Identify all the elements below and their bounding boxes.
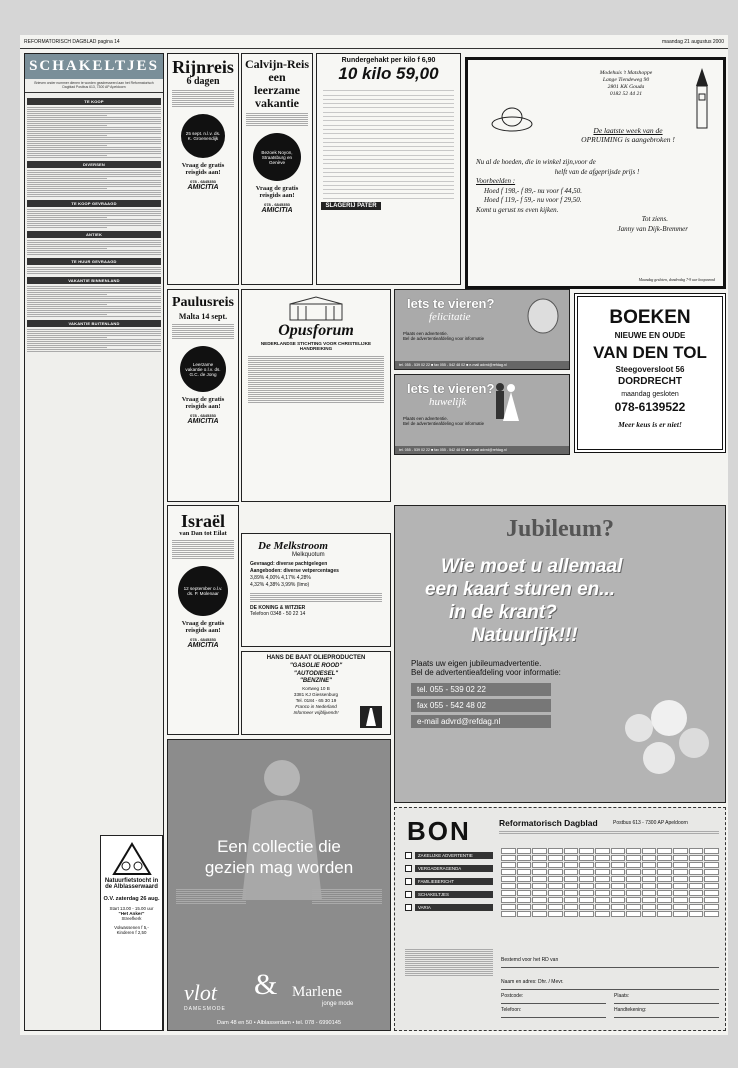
vieren1-word: felicitatie xyxy=(429,311,471,323)
rundergehakt-title: Rundergehakt per kilo f 6,90 xyxy=(341,57,436,64)
fietstocht-ad xyxy=(100,835,163,1031)
calvijn-ad xyxy=(241,53,313,285)
bon-fields xyxy=(501,954,719,1018)
warning-sign-icon xyxy=(112,842,152,876)
bon-addr: Postbus 613 - 7300 AP Apeldoorn xyxy=(613,820,688,826)
fashion-title xyxy=(168,836,390,878)
modehuis-example-2: Hoed f 119,- f 59,- nu voor f 29,50. xyxy=(484,196,582,204)
building-icon xyxy=(286,296,346,322)
page-header-right: maandag 21 augustus 2000 xyxy=(662,39,724,45)
melkstroom-title: De Melkstroom xyxy=(258,540,328,552)
calvijn-badge xyxy=(253,133,301,181)
rijnreis-badge xyxy=(181,114,225,158)
israel-badge-text: 12 september o.l.v. ds. P. Molenaar xyxy=(183,586,223,596)
fashion-text-left xyxy=(176,888,246,905)
champagne-icon xyxy=(525,296,561,336)
rijnreis-text xyxy=(168,87,238,110)
hat-logo-icon xyxy=(490,104,534,134)
olie-city: 3381 KJ Giessenburg xyxy=(293,691,339,697)
fashion-brand2-sub: jonge mode xyxy=(322,1001,354,1007)
schakeltjes-section-text xyxy=(27,209,161,228)
schakeltjes-section-header: TE HUUR GEVRAAGD xyxy=(27,258,161,265)
bon-category-checkbox[interactable] xyxy=(405,865,412,872)
bon-field-telefoon[interactable] xyxy=(501,1004,606,1018)
bon-category-option[interactable] xyxy=(405,865,493,872)
bon-category-checkbox[interactable] xyxy=(405,904,412,911)
modehuis-headline1: De laatste week van de xyxy=(593,126,663,135)
jubileum-slogan xyxy=(425,555,725,647)
schakeltjes-section-header: DIVERSEN xyxy=(27,161,161,168)
schakeltjes-title: SCHAKELTJES xyxy=(25,54,163,79)
bon-field-date-label: Bestemd voor het RD van xyxy=(501,957,559,963)
jubileum-ad xyxy=(394,505,726,803)
jubileum-fax: fax 055 - 542 48 02 xyxy=(411,699,551,712)
boeken-closed: maandag gesloten xyxy=(621,391,679,398)
bon-category-label: VERGADERAGENDA xyxy=(415,865,493,872)
modehuis-examples: Voorbeelden : xyxy=(476,177,516,185)
fietstocht-place: "Het Anker" xyxy=(118,911,145,916)
fashion-title1: Een collectie die xyxy=(217,837,341,856)
jubileum-line2: een kaart sturen en... xyxy=(425,579,616,600)
boeken-slogan: Meer keus is er niet! xyxy=(618,420,682,429)
melkstroom-pcts: 3,89% 4,00% 4,17% 4,28% xyxy=(250,575,311,581)
bon-field-postcode[interactable] xyxy=(501,990,606,1004)
melkstroom-phone: Telefoon 0348 - 50 22 14 xyxy=(250,611,306,617)
bon-field-handtekening[interactable] xyxy=(614,1004,719,1018)
vieren2-place: Plaats een advertentie. xyxy=(403,416,448,421)
olie-note: Franco in Nederland xyxy=(295,703,337,709)
bon-field-plaats-label: Plaats: xyxy=(614,993,630,999)
vieren2-title: Iets te vieren? xyxy=(407,381,495,396)
fashion-title2: gezien mag worden xyxy=(204,858,354,877)
bon-category-option[interactable] xyxy=(405,852,493,859)
melkstroom-text xyxy=(242,593,390,602)
fietstocht-time: Start 13.00 - 15.00 uur xyxy=(109,906,154,911)
modehuis-line2: helft van de afgeprijsde prijs ! xyxy=(554,167,640,176)
opusforum-subtitle: NEDERLANDSE STICHTING VOOR CHRISTELIJKE HANDREIKING xyxy=(260,341,372,351)
olie-title: HANS DE BAAT OLIEPRODUCTEN xyxy=(266,655,366,661)
calvijn-ask: Vraag de gratis reisgids aan! xyxy=(255,185,299,199)
rundergehakt-shop: SLAGERIJ PATER xyxy=(321,202,381,210)
israel-text xyxy=(168,537,238,562)
boeken-sub: NIEUWE EN OUDE xyxy=(614,331,686,340)
bon-category-label: SCHAKELTJES xyxy=(415,891,493,898)
paulusreis-badge xyxy=(180,346,226,392)
schakeltjes-section-text xyxy=(27,286,161,317)
fietstocht-price2: Kinderen f 2,50 xyxy=(116,930,147,935)
paulusreis-brand: AMICITIA xyxy=(187,418,219,425)
modehuis-bye: Tot ziens. xyxy=(641,215,668,223)
bon-categories xyxy=(405,852,493,917)
modehuis-phone: 0182 52 44 21 xyxy=(609,91,643,97)
melkstroom-body xyxy=(242,558,390,592)
boeken-shop: VAN DEN TOL xyxy=(593,343,707,362)
boeken-phone: 078-6139522 xyxy=(614,400,686,414)
bon-category-option[interactable] xyxy=(405,904,493,911)
couple-icon xyxy=(487,379,523,423)
paulusreis-title: Paulusreis xyxy=(172,295,234,310)
fashion-text-right xyxy=(312,888,382,905)
jubileum-dept: Bel de advertentieafdeling voor informatie: xyxy=(411,668,561,677)
israel-phone: 078 - 6845353 xyxy=(190,637,216,642)
modehuis-body xyxy=(476,158,718,234)
olie-line3: "BENZINE" xyxy=(299,678,333,684)
calvijn-phone: 078 - 6845353 xyxy=(264,202,290,207)
page-header xyxy=(20,35,728,49)
bon-category-label: ZAKELIJKE ADVERTENTIE xyxy=(415,852,493,859)
fashion-brand2-block xyxy=(292,984,353,1007)
opusforum-ad xyxy=(241,289,391,502)
bon-category-checkbox[interactable] xyxy=(405,878,412,885)
schakeltjes-intro: Brieven onder nummer dienen te worden geadresseerd aan het Reformatorisch Dagblad Postbus 613, 7300 AP Apeldoorn xyxy=(25,79,163,93)
schakeltjes-section-text xyxy=(27,107,161,158)
olie-street: Kortweg 10 B xyxy=(302,685,330,691)
schakeltjes-section-text xyxy=(27,170,161,197)
modehuis-address: Lange Tiendeweg 90 xyxy=(602,77,650,83)
bon-field-name[interactable] xyxy=(501,976,719,990)
vieren1-title: Iets te vieren? xyxy=(407,296,495,311)
olie-tel: Tel. 0184 - 65 30 19 xyxy=(295,697,337,703)
page-header-left: REFORMATORISCH DAGBLAD pagina 14 xyxy=(24,39,120,45)
melkstroom-ad xyxy=(241,533,391,647)
fietstocht-title: Natuurfietstocht in de Alblasserwaard xyxy=(104,878,159,890)
schakeltjes-section-header: VAKANTIE BINNENLAND xyxy=(27,277,161,284)
vieren2-word: huwelijk xyxy=(429,396,467,408)
fashion-brand1-block xyxy=(184,980,226,1012)
israel-badge xyxy=(178,566,228,616)
bon-text-grid[interactable] xyxy=(501,848,719,917)
jubileum-line3: in de krant? xyxy=(449,602,557,623)
modehuis-line1: Nu al de hoeden, die in winkel zijn,voor de xyxy=(476,158,596,166)
schakeltjes-section-header: TE KOOP GEVRAAGD xyxy=(27,200,161,207)
melkstroom-sub: Melkquotum xyxy=(292,552,325,558)
schakeltjes-section-header: ANTIEK xyxy=(27,231,161,238)
schakeltjes-section-header: TE KOOP xyxy=(27,98,161,105)
boeken-street: Steegoversloot 56 xyxy=(615,365,685,374)
calvijn-badge-text: Bezoek Noyon, Straatsburg en Genève xyxy=(261,149,293,165)
vieren1-place: Plaats een advertentie. xyxy=(403,331,448,336)
bon-form xyxy=(394,807,726,1031)
modehuis-footnote: Maandag gesloten, donderdag 7-9 uur koopavond xyxy=(638,278,715,282)
schakeltjes-section-text xyxy=(27,240,161,255)
paulusreis-badge-text: Leerzame vakantie o.l.v. ds. G.C. de Jong xyxy=(185,361,221,377)
modehuis-signature: Janny van Dijk-Bremmer xyxy=(617,224,688,233)
calvijn-brand: AMICITIA xyxy=(261,207,293,214)
paulusreis-ad xyxy=(167,289,239,502)
vieren1-phones: tel. 055 - 539 02 22 ■ fax 055 - 542 48 02 ■ e-mail advrd@refdag.nl xyxy=(395,361,569,369)
modehuis-shop: Modehuis 't Matshoppe xyxy=(599,70,653,76)
modehuis-example-1: Hoed f 198,- f 89,- nu voor f 44,50. xyxy=(484,186,582,195)
schakeltjes-section-text xyxy=(27,329,161,352)
israel-ad xyxy=(167,505,239,735)
modehuis-closing: Komt u gerust ns even kijken. xyxy=(476,205,559,214)
modehuis-ad xyxy=(465,57,726,289)
rijnreis-brand: AMICITIA xyxy=(187,184,219,191)
bon-category-label: FAMILIEBERICHT xyxy=(415,878,493,885)
vieren-felicitatie-ad xyxy=(394,289,570,370)
bon-field-date[interactable] xyxy=(501,954,719,968)
melkstroom-line1: Gevraagd: diverse pachtgelegen xyxy=(250,561,328,567)
melkstroom-line2: Aangeboden: diverse vetpercentages xyxy=(250,568,339,574)
bon-conditions xyxy=(405,948,493,977)
fashion-brand1: vlot xyxy=(184,980,217,1005)
bon-field-telefoon-label: Telefoon: xyxy=(501,1007,522,1013)
bon-intro xyxy=(499,830,719,835)
modehuis-headline2: OPRUIMING is aangebroken ! xyxy=(581,135,675,144)
rundergehakt-deal: 10 kilo 59,00 xyxy=(338,64,439,83)
schakeltjes-section-header: VAKANTIE BUITENLAND xyxy=(27,320,161,327)
jubileum-line1: Wie moet u allemaal xyxy=(441,556,623,577)
road-logo-icon xyxy=(360,706,382,728)
jubileum-line4: Natuurlijk!!! xyxy=(471,625,578,646)
israel-ask: Vraag de gratis reisgids aan! xyxy=(181,620,225,634)
israel-brand: AMICITIA xyxy=(187,642,219,649)
schakeltjes-body xyxy=(25,93,163,355)
vieren2-dept: Bel de advertentieafdeling voor informatie xyxy=(403,421,485,426)
calvijn-text xyxy=(242,110,312,129)
olie-products xyxy=(242,663,390,686)
fietstocht-street: Streefkerk xyxy=(121,916,142,921)
newspaper-page xyxy=(20,35,728,1035)
rundergehakt-ad xyxy=(316,53,461,285)
fietstocht-date: O.V. zaterdag 26 aug. xyxy=(103,896,160,902)
paulusreis-ask: Vraag de gratis reisgids aan! xyxy=(181,396,225,410)
modehuis-address-block xyxy=(571,70,681,98)
fashion-ad xyxy=(167,739,391,1031)
vieren2-phones: tel. 055 - 539 02 22 ■ fax 055 - 542 48 02 ■ e-mail advrd@refdag.nl xyxy=(395,446,569,454)
modehuis-city: 2801 KK Gouda xyxy=(607,84,645,90)
boeken-city: DORDRECHT xyxy=(618,376,682,387)
bon-category-checkbox[interactable] xyxy=(405,852,412,859)
rijnreis-ask: Vraag de gratis reisgids aan! xyxy=(181,162,225,176)
bon-field-postcode-label: Postcode: xyxy=(501,993,524,999)
rundergehakt-pricelist xyxy=(317,84,460,202)
boeken-ad xyxy=(574,293,726,453)
jubileum-email: e-mail advrd@refdag.nl xyxy=(411,715,551,728)
jubileum-title: Jubileum? xyxy=(505,516,615,542)
bon-title: BON xyxy=(407,816,471,846)
tower-icon xyxy=(691,66,713,130)
melkstroom-firm: DE KONING & WITZIER xyxy=(250,605,306,611)
bon-field-name-label: Naam en adres: Dhr. / Mevr. xyxy=(501,979,564,985)
flowers-icon xyxy=(609,688,719,788)
bon-category-option[interactable] xyxy=(405,891,493,898)
paulusreis-phone: 078 - 6845353 xyxy=(190,413,216,418)
olie-line2: "AUTODIESEL" xyxy=(293,670,339,677)
bon-category-label: VARIA xyxy=(415,904,493,911)
calvijn-title: Calvijn-Reis een leerzame vakantie xyxy=(245,57,309,110)
fashion-brand1-sub: DAMESMODE xyxy=(184,1006,226,1012)
bon-category-option[interactable] xyxy=(405,878,493,885)
bon-org: Reformatorisch Dagblad xyxy=(499,818,598,828)
paulusreis-subtitle: Malta 14 sept. xyxy=(178,312,228,321)
olie-line1: "GASOLIE ROOD" xyxy=(289,663,343,669)
bon-field-plaats[interactable] xyxy=(614,990,719,1004)
bon-field-handtekening-label: Handtekening: xyxy=(614,1007,647,1013)
schakeltjes-section-text xyxy=(27,267,161,274)
fietstocht-price: Volwassenen f 5,- xyxy=(114,925,149,930)
israel-title: Israël xyxy=(181,511,225,531)
fashion-ampersand: & xyxy=(254,968,278,1001)
jubileum-place: Plaats uw eigen jubileumadvertentie. xyxy=(411,659,542,668)
rijnreis-title: Rijnreis xyxy=(172,57,234,77)
olie-mail: Informeer vrijblijvend!! xyxy=(293,709,339,715)
jubileum-tel: tel. 055 - 539 02 22 xyxy=(411,683,551,696)
israel-subtitle: van Dan tot Eilat xyxy=(179,530,227,537)
rijnreis-badge-text: 25 sept. n.l.v. ds. K. Groenendijk xyxy=(185,131,221,141)
opusforum-text xyxy=(242,352,390,407)
opusforum-title: Opusforum xyxy=(278,322,354,339)
vieren-huwelijk-ad xyxy=(394,374,570,455)
fashion-brand2: Marlene xyxy=(292,984,342,1000)
paulusreis-text xyxy=(168,321,238,342)
fashion-footer: Dam 48 en 50 • Alblasserdam • tel. 078 - 6990145 xyxy=(217,1020,341,1026)
olie-ad xyxy=(241,651,391,735)
bon-category-checkbox[interactable] xyxy=(405,891,412,898)
rijnreis-phone: 078 - 6845353 xyxy=(190,179,216,184)
modehuis-headline xyxy=(538,126,718,144)
rijnreis-subtitle: 6 dagen xyxy=(186,76,220,87)
rijnreis-ad xyxy=(167,53,239,285)
boeken-title: BOEKEN xyxy=(609,307,691,328)
vieren1-dept: Bel de advertentieafdeling voor informatie xyxy=(403,336,485,341)
melkstroom-pcts2: 4,32% 4,38% 3,99% (limo) xyxy=(250,582,310,588)
